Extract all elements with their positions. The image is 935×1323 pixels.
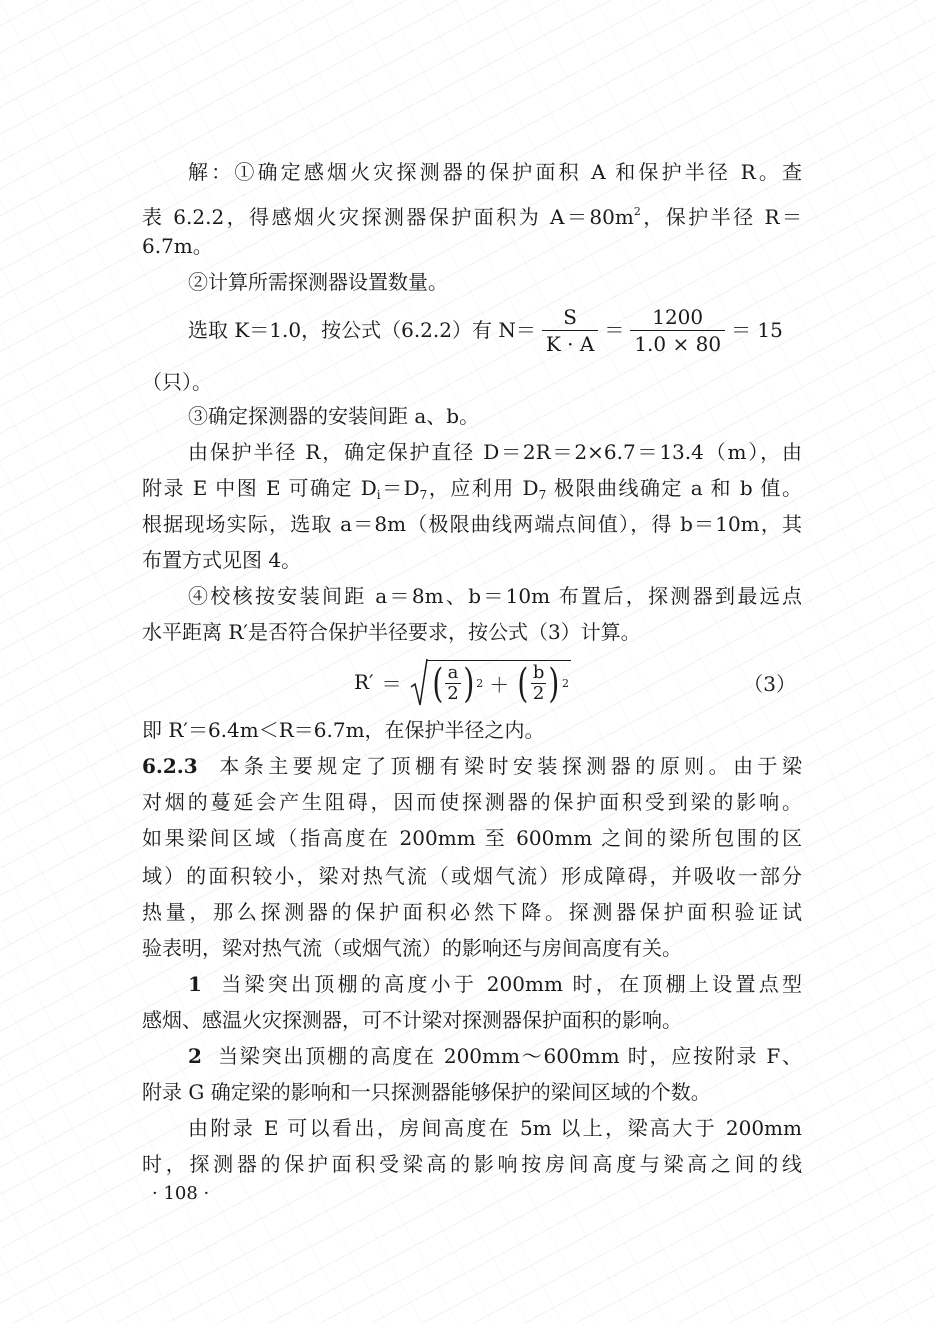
text: 选取 K＝1.0，按公式（6.2.2）有 N＝ (188, 318, 536, 342)
solution-line-1 (142, 158, 802, 186)
item-2-line-1 (142, 1042, 802, 1070)
text: ＝D (380, 476, 420, 500)
right-paren: ) (463, 660, 474, 707)
fraction-b-over-2 (531, 663, 547, 704)
numerator: S (542, 304, 598, 331)
text: 当梁突出顶棚的高度在 200mm～600mm 时，应按附录 F、 (218, 1044, 802, 1068)
square-root (410, 657, 571, 707)
item-1-line-2 (142, 1006, 802, 1034)
section-623-line-1 (142, 752, 802, 780)
equals: ＝ (381, 671, 402, 696)
appendix-line-2 (142, 1150, 802, 1178)
equation-number: （3） (743, 672, 796, 696)
equals: ＝ (604, 318, 625, 342)
text: ②计算所需探测器设置数量。 (188, 270, 448, 294)
exponent: 2 (476, 677, 484, 690)
text: ，保护半径 R＝ (640, 205, 802, 229)
section-number: 6.2.3 (142, 754, 198, 778)
solution-line-2 (142, 198, 802, 231)
text: 当梁突出顶棚的高度小于 200mm 时，在顶棚上设置点型 (221, 972, 802, 996)
section-623-line-2 (142, 788, 802, 816)
formula-3 (142, 652, 802, 712)
section-623-line-6 (142, 934, 802, 962)
appendix-line-1 (142, 1114, 802, 1142)
spacing-line-4 (142, 546, 802, 574)
result-line (142, 716, 802, 744)
denominator: K · A (545, 331, 595, 356)
page-number: · 108 · (152, 1183, 210, 1204)
text: 域）的面积较小，梁对热气流（或烟气流）形成障碍，并吸收一部分 (142, 864, 802, 888)
text: 表 6.2.2，得感烟火灾探测器保护面积为 A＝80m (142, 205, 634, 229)
denominator: 2 (447, 683, 459, 704)
section-623-line-5 (142, 898, 802, 926)
plus: ＋ (489, 673, 510, 697)
text: 即 R′＝6.4m＜R＝6.7m，在保护半径之内。 (142, 718, 545, 742)
fraction-s-over-ka (542, 304, 598, 357)
check-line-2 (142, 618, 802, 646)
superscript: 2 (633, 205, 641, 218)
text: 6.7m。 (142, 234, 213, 258)
text: 本条主要规定了顶棚有梁时安装探测器的原则。由于梁 (219, 754, 803, 778)
formula-n-unit (142, 368, 802, 396)
text: 极限曲线确定 a 和 b 值。 (546, 476, 802, 500)
text: 由保护半径 R，确定保护直径 D＝2R＝2×6.7＝13.4（m），由 (188, 440, 802, 464)
text: 水平距离 R′是否符合保护半径要求，按公式（3）计算。 (142, 620, 641, 644)
text: 附录 E 中图 E 可确定 D (142, 476, 377, 500)
item-number: 2 (188, 1044, 202, 1068)
step-3-heading (142, 402, 848, 430)
item-2-line-2 (142, 1078, 802, 1106)
check-line-1 (142, 582, 802, 610)
text: 根据现场实际，选取 a＝8m（极限曲线两端点间值），得 b＝10m，其 (142, 512, 802, 536)
text: 热量，那么探测器的保护面积必然下降。探测器保护面积验证试 (142, 900, 802, 924)
text: 时，探测器的保护面积受梁高的影响按房间高度与梁高之间的线 (142, 1152, 802, 1176)
text: 解：①确定感烟火灾探测器的保护面积 A 和保护半径 R。查 (188, 160, 802, 184)
item-1-line-1 (142, 970, 802, 998)
text: ＝ 15 (731, 318, 783, 342)
numerator: b (532, 662, 545, 683)
text: ④校核按安装间距 a＝8m、b＝10m 布置后，探测器到最远点 (188, 584, 802, 608)
subscript: 7 (538, 488, 547, 502)
subscript: i (376, 488, 381, 502)
denominator: 1.0 × 80 (634, 331, 722, 356)
exponent: 2 (562, 677, 570, 690)
text: 验表明，梁对热气流（或烟气流）的影响还与房间高度有关。 (142, 936, 682, 960)
text: 感烟、感温火灾探测器，可不计梁对探测器保护面积的影响。 (142, 1008, 682, 1032)
section-623-line-4 (142, 862, 802, 890)
numerator: a (445, 663, 460, 684)
section-623-line-3 (142, 824, 802, 852)
fraction-a-over-2 (445, 663, 460, 704)
solution-line-3 (142, 232, 802, 260)
text: 布置方式见图 4。 (142, 548, 302, 572)
spacing-line-2 (142, 474, 802, 509)
text: （只）。 (142, 370, 212, 394)
text: 由附录 E 可以看出，房间高度在 5m 以上，梁高大于 200mm (188, 1116, 802, 1140)
formula-lhs: R′ (354, 670, 374, 694)
text: ③确定探测器的安装间距 a、b。 (188, 404, 480, 428)
left-paren: ( (517, 660, 529, 707)
text: 附录 G 确定梁的影响和一只探测器能够保护的梁间区域的个数。 (142, 1080, 711, 1104)
item-number: 1 (188, 972, 202, 996)
subscript: 7 (419, 488, 428, 502)
step-2-heading (142, 268, 848, 296)
denominator: 2 (532, 683, 545, 704)
formula-3-body (354, 652, 571, 712)
radicand (426, 660, 571, 707)
text: 如果梁间区域（指高度在 200mm 至 600mm 之间的梁所包围的区 (142, 826, 802, 850)
text: 对烟的蔓延会产生阻碍，因而使探测器的保护面积受到梁的影响。 (142, 790, 802, 814)
right-paren: ) (548, 660, 560, 707)
text: ，应利用 D (427, 476, 539, 500)
spacing-line-3 (142, 510, 802, 538)
fraction-1200-over-80 (630, 304, 725, 357)
numerator: 1200 (630, 304, 725, 331)
left-paren: ( (431, 660, 443, 707)
formula-n-line (142, 300, 848, 360)
spacing-line-1 (142, 438, 802, 466)
